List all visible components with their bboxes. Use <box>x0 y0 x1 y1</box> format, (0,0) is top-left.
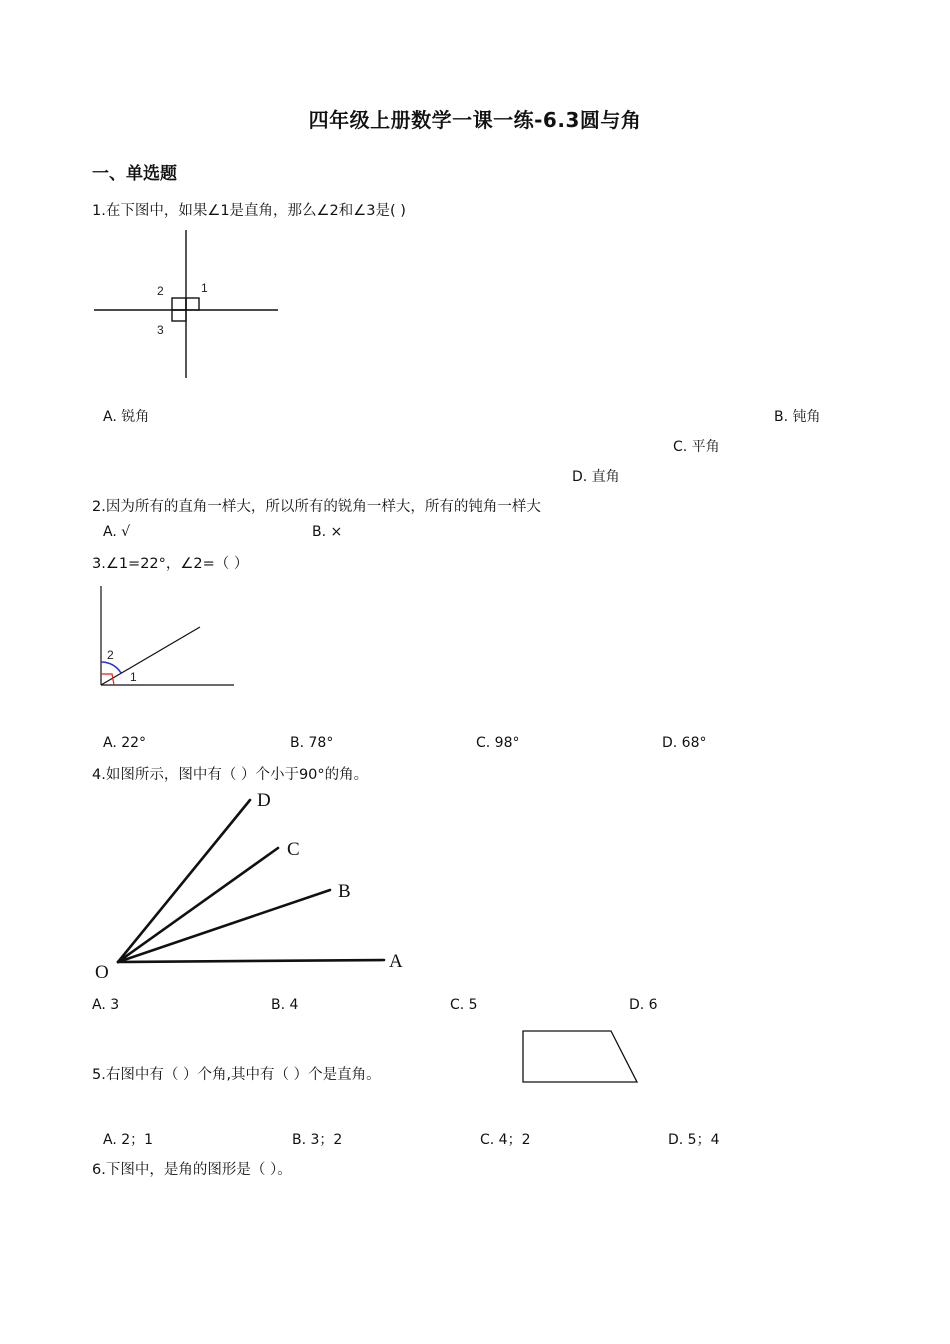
angle-label-1: 1 <box>201 281 208 295</box>
q1-option-c[interactable]: C. 平角 <box>673 439 720 455</box>
q1-option-b[interactable]: B. 钝角 <box>774 409 821 425</box>
q4-option-c[interactable]: C. 5 <box>450 997 478 1013</box>
question-6-stem: 6.下图中，是角的图形是（ ）。 <box>92 1162 292 1178</box>
q4-option-b[interactable]: B. 4 <box>271 997 299 1013</box>
point-label-c: C <box>287 839 300 860</box>
q5-option-d[interactable]: D. 5；4 <box>668 1132 720 1148</box>
question-1-stem: 1.在下图中，如果∠1是直角，那么∠2和∠3是( ) <box>92 203 406 219</box>
point-label-d: D <box>257 790 271 811</box>
question-2-stem: 2.因为所有的直角一样大，所以所有的锐角一样大，所有的钝角一样大 <box>92 499 541 515</box>
point-label-b: B <box>338 881 351 902</box>
q1-option-d[interactable]: D. 直角 <box>572 469 620 485</box>
q5-option-c[interactable]: C. 4；2 <box>480 1132 531 1148</box>
point-label-o: O <box>95 962 109 983</box>
q2-option-a[interactable]: A. √ <box>103 524 131 540</box>
point-label-a: A <box>389 951 403 972</box>
q1-option-a[interactable]: A. 锐角 <box>103 409 150 425</box>
angle-label-2: 2 <box>107 648 114 662</box>
q3-option-c[interactable]: C. 98° <box>476 735 520 751</box>
angle-label-1: 1 <box>130 670 137 684</box>
angle-label-2: 2 <box>157 284 164 298</box>
question-4-stem: 4.如图所示，图中有（ ）个小于90°的角。 <box>92 767 369 783</box>
q3-option-a[interactable]: A. 22° <box>103 735 147 751</box>
q5-option-a[interactable]: A. 2；1 <box>103 1132 154 1148</box>
section-heading: 一、单选题 <box>92 164 177 184</box>
trapezoid-shape <box>523 1031 637 1082</box>
q4-option-d[interactable]: D. 6 <box>629 997 658 1013</box>
q3-option-b[interactable]: B. 78° <box>290 735 334 751</box>
angle-label-3: 3 <box>157 323 164 337</box>
question-5-stem: 5.右图中有（ ）个角,其中有（ ）个是直角。 <box>92 1067 381 1083</box>
page-title: 四年级上册数学一课一练-6.3圆与角 <box>308 108 642 132</box>
q5-option-b[interactable]: B. 3；2 <box>292 1132 343 1148</box>
question-3-stem: 3.∠1=22°，∠2=（ ） <box>92 556 249 572</box>
q3-option-d[interactable]: D. 68° <box>662 735 707 751</box>
q4-option-a[interactable]: A. 3 <box>92 997 120 1013</box>
q2-option-b[interactable]: B. × <box>312 524 343 540</box>
